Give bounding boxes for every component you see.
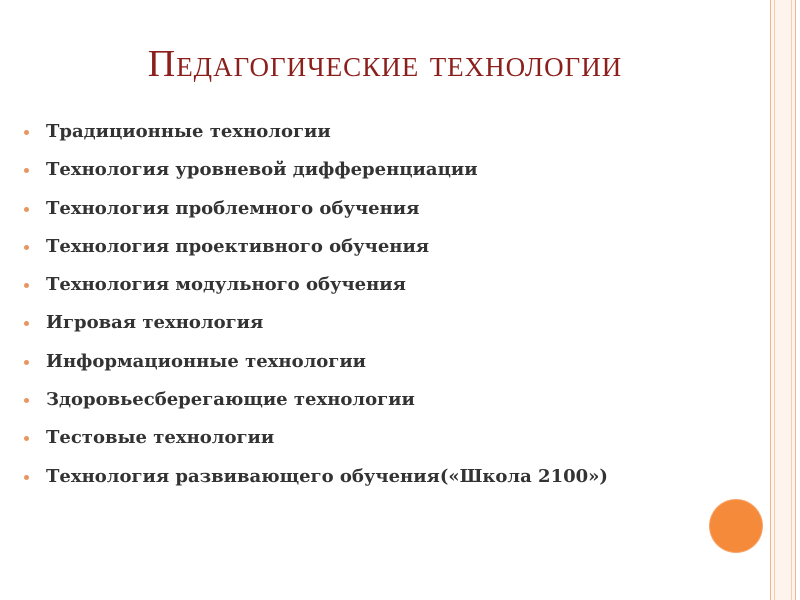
list-item <box>24 349 608 387</box>
bullet-dot-icon <box>24 360 29 365</box>
list-item <box>24 234 608 272</box>
list-item <box>24 196 608 234</box>
list-item <box>24 119 608 157</box>
list-item <box>24 387 608 425</box>
list-item <box>24 464 608 502</box>
list-item-text: Информационные технологии <box>46 350 367 372</box>
list-item-text: Технология модульного обучения <box>46 274 406 296</box>
list-item-text: Технология развивающего обучения(«Школа 2100») <box>46 465 608 487</box>
bullet-dot-icon <box>24 245 29 250</box>
list-item <box>24 425 608 463</box>
list-item-text: Технология проблемного обучения <box>46 197 420 219</box>
right-border-inner-lines <box>774 0 792 600</box>
list-item-text: Игровая технология <box>46 312 264 334</box>
list-item-text: Тестовые технологии <box>46 427 275 449</box>
bullet-dot-icon <box>24 168 29 173</box>
bullet-list <box>24 119 608 502</box>
list-item <box>24 157 608 195</box>
list-item-text: Технология уровневой дифференциации <box>46 159 478 181</box>
list-item-text: Традиционные технологии <box>46 121 331 142</box>
list-item-text: Технология проективного обучения <box>46 235 430 257</box>
orange-circle-icon <box>710 500 762 552</box>
slide-title: Педагогические технологии <box>147 43 623 85</box>
bullet-dot-icon <box>24 398 29 403</box>
list-item <box>24 272 608 310</box>
list-item-text: Здоровьесберегающие технологии <box>46 389 415 411</box>
bullet-dot-icon <box>24 130 29 135</box>
bullet-dot-icon <box>24 475 29 480</box>
bullet-dot-icon <box>24 436 29 441</box>
bullet-dot-icon <box>24 321 29 326</box>
bullet-dot-icon <box>24 207 29 212</box>
bullet-dot-icon <box>24 283 29 288</box>
list-item <box>24 310 608 348</box>
